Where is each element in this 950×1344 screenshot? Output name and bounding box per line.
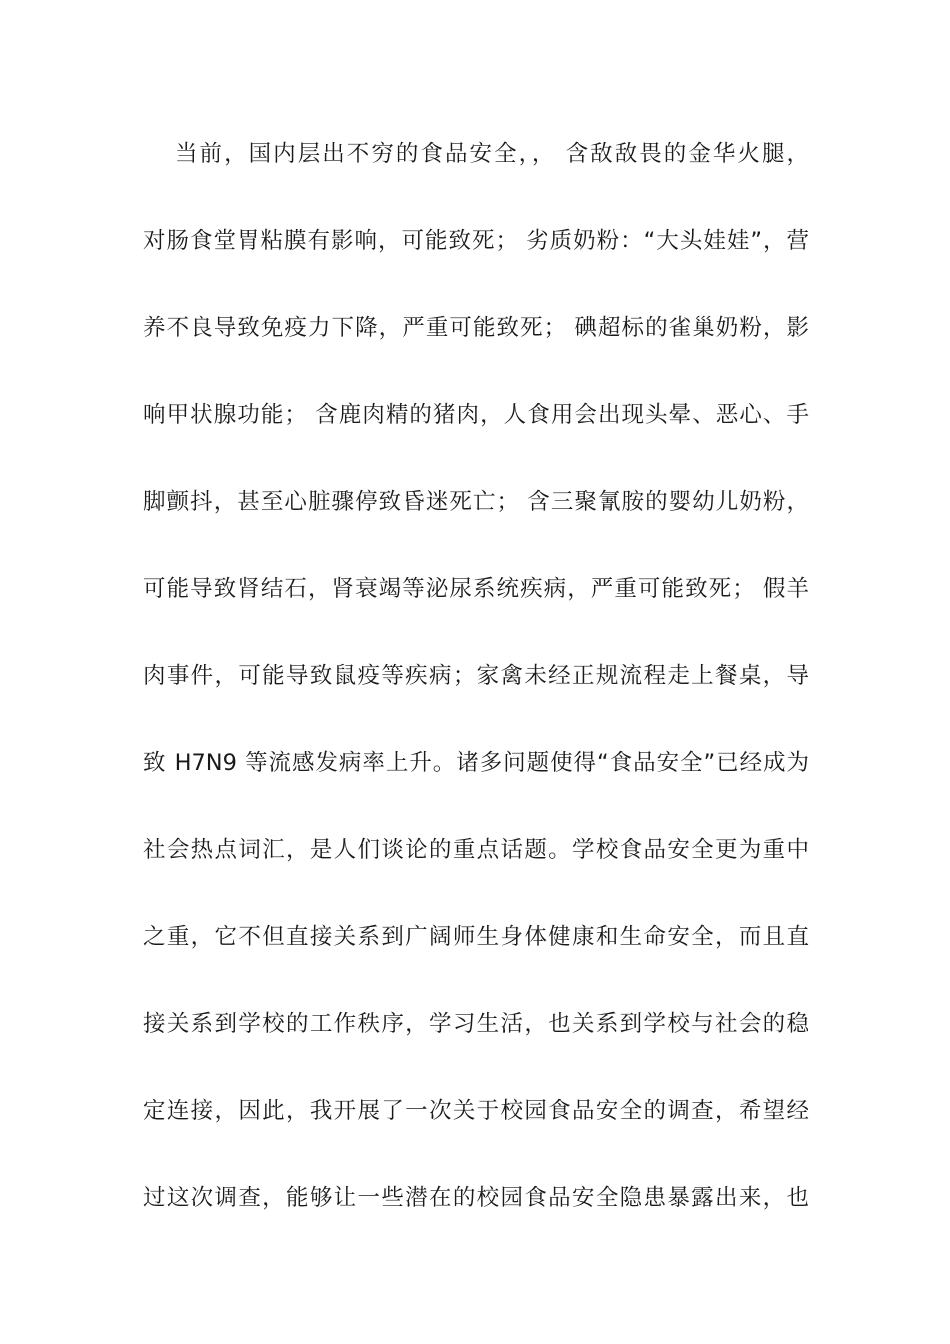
text-line-1: 当前，国内层出不穷的食品安全，， 含敌敌畏的金华火腿， — [175, 141, 809, 167]
text-line-11: 接关系到学校的工作秩序，学习生活，也关系到学校与社会的稳 — [143, 1011, 809, 1037]
text-line-13: 过这次调查，能够让一些潜在的校园食品安全隐患暴露出来，也 — [143, 1185, 809, 1211]
text-line-5: 脚颤抖，甚至心脏骤停致昏迷死亡； 含三聚氰胺的婴幼儿奶粉， — [143, 489, 809, 515]
text-line-2: 对肠食堂胃粘膜有影响，可能致死； 劣质奶粉：“大头娃娃”，营 — [143, 228, 809, 254]
text-line-4: 响甲状腺功能； 含鹿肉精的猪肉，人食用会出现头晕、恶心、手 — [143, 402, 809, 428]
text-line-7: 肉事件，可能导致鼠疫等疾病；家禽未经正规流程走上餐桌，导 — [143, 663, 809, 689]
body-paragraph — [143, 132, 809, 1263]
text-line-9: 社会热点词汇，是人们谈论的重点话题。学校食品安全更为重中 — [143, 837, 809, 863]
text-line-8: 致 H7N9 等流感发病率上升。诸多问题使得“食品安全”已经成为 — [143, 750, 809, 776]
text-line-12: 定连接，因此，我开展了一次关于校园食品安全的调查，希望经 — [143, 1098, 809, 1124]
text-line-3: 养不良导致免疫力下降，严重可能致死； 碘超标的雀巢奶粉，影 — [143, 315, 809, 341]
text-line-6: 可能导致肾结石，肾衰竭等泌尿系统疾病，严重可能致死； 假羊 — [143, 576, 809, 602]
text-line-10: 之重，它不但直接关系到广阔师生身体健康和生命安全，而且直 — [143, 924, 809, 950]
